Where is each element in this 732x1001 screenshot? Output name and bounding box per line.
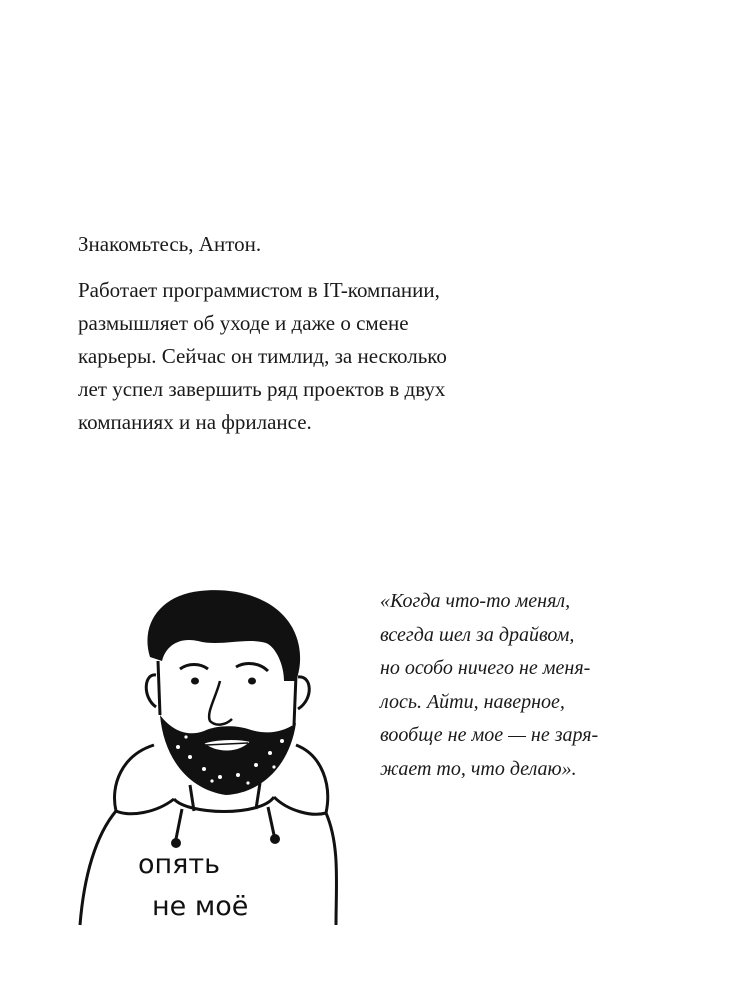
right-ear xyxy=(298,677,309,709)
quote-line: «Когда что-то менял, xyxy=(380,590,571,612)
intro-paragraph-line: лет успел завершить ряд проектов в двух xyxy=(78,377,446,401)
intro-paragraph-line: компаниях и на фрилансе. xyxy=(78,410,312,434)
anton-quote xyxy=(380,585,680,786)
left-eyebrow xyxy=(180,665,208,670)
quote-line: всегда шел за драйвом, xyxy=(380,623,575,646)
shirt-slogan-line: опять xyxy=(138,849,221,880)
shirt-slogan-line: не моё xyxy=(152,891,249,922)
quote-line: лось. Айти, наверное, xyxy=(380,690,565,713)
beard xyxy=(160,715,296,795)
left-eye xyxy=(191,678,199,685)
nose xyxy=(209,681,232,725)
drawstring-tip-right xyxy=(270,834,280,844)
anton-drawing xyxy=(70,585,340,935)
quote-line: вообще не мое — не заря- xyxy=(380,724,599,746)
quote-line: жает то, что делаю». xyxy=(380,757,577,780)
right-eyebrow xyxy=(236,664,268,671)
anton-portrait-illustration xyxy=(70,585,340,935)
hair xyxy=(147,590,300,681)
intro-paragraph-line: карьеры. Сейчас он тимлид, за несколько xyxy=(78,344,447,368)
drawstring-left xyxy=(176,809,182,839)
drawstring-right xyxy=(268,807,274,835)
drawstring-tip-left xyxy=(171,838,181,848)
quote-line: но особо ничего не меня- xyxy=(380,657,591,679)
intro-greeting: Знакомьтесь, Антон. xyxy=(78,232,262,256)
intro-paragraph-line: Работает программистом в IT-компании, xyxy=(78,278,440,302)
right-eye xyxy=(248,678,256,685)
intro-text xyxy=(78,228,598,439)
left-ear xyxy=(146,675,156,707)
face-outline xyxy=(158,661,296,725)
intro-paragraph-line: размышляет об уходе и даже о смене xyxy=(78,311,409,335)
